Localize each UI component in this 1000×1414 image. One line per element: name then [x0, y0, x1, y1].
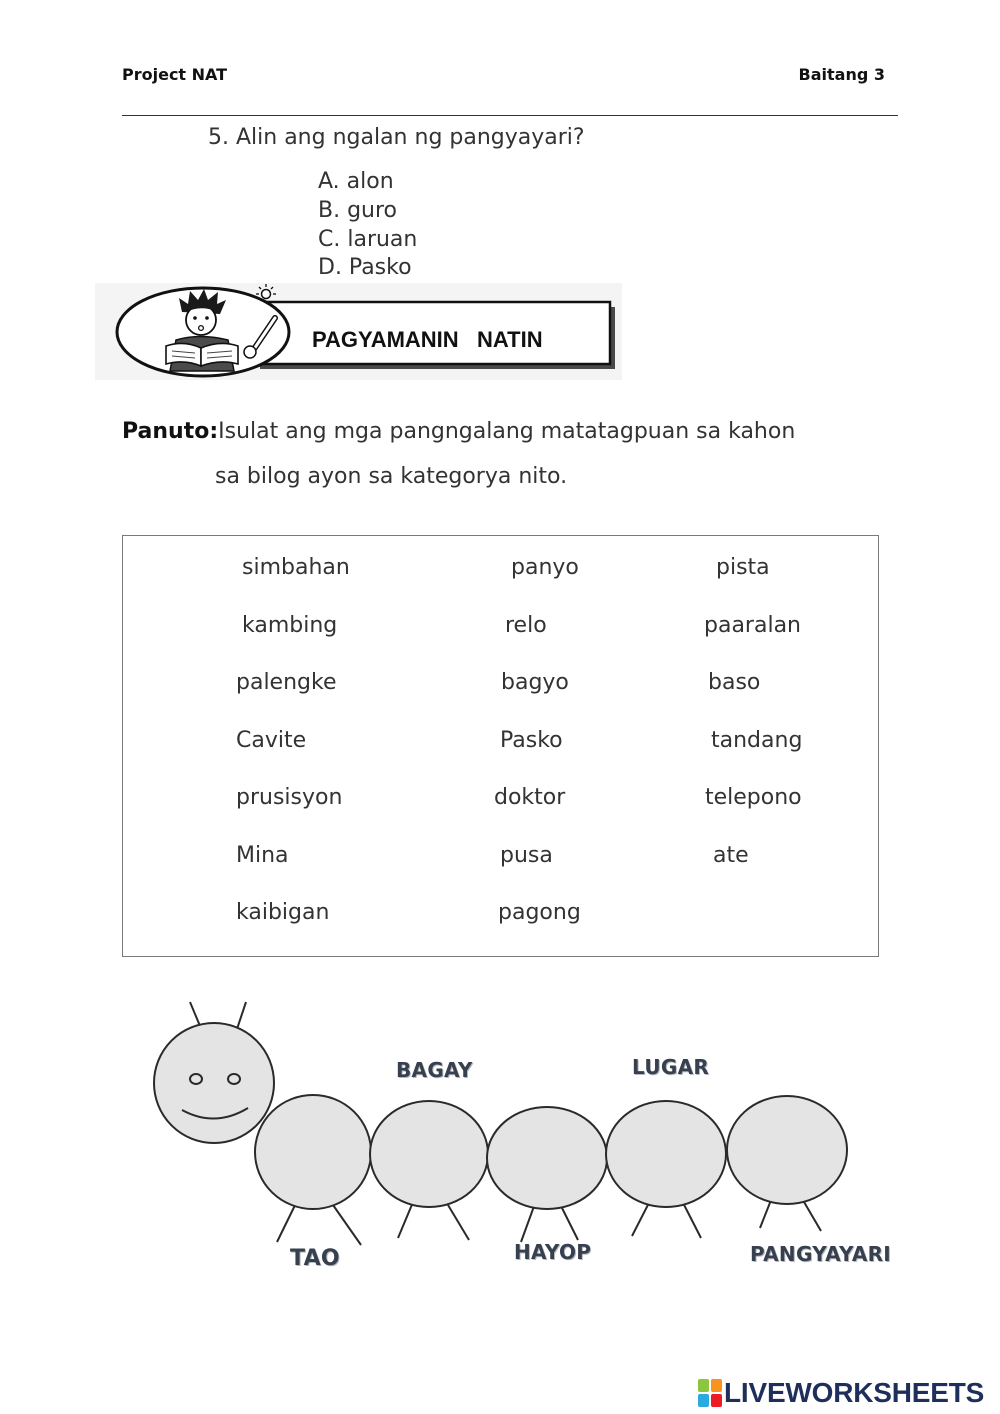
word-item: palengke — [236, 670, 337, 695]
word-item: relo — [505, 613, 547, 638]
word-item: baso — [708, 670, 761, 695]
body-segment-pangyayari — [727, 1096, 847, 1204]
option-c: C. laruan — [318, 227, 418, 252]
body-segment-bagay — [370, 1101, 488, 1207]
word-item: kambing — [242, 613, 338, 638]
header-project: Project NAT — [122, 65, 228, 84]
liveworksheets-logo-icon — [698, 1379, 722, 1407]
header-divider — [122, 115, 898, 116]
word-item: Pasko — [500, 728, 563, 753]
eye-left — [190, 1074, 202, 1084]
question-text: 5. Alin ang ngalan ng pangyayari? — [208, 125, 585, 150]
body-segment-lugar — [606, 1101, 726, 1207]
label-pangyayari: PANGYAYARI — [750, 1242, 892, 1266]
word-item: ate — [713, 843, 749, 868]
option-d: D. Pasko — [318, 255, 412, 280]
word-item: panyo — [511, 555, 579, 580]
word-item: tandang — [711, 728, 803, 753]
word-item: pista — [716, 555, 770, 580]
caterpillar-diagram — [154, 1002, 847, 1245]
instructions-line-2: sa bilog ayon sa kategorya nito. — [215, 464, 568, 489]
instructions-line-1 — [122, 419, 795, 445]
option-a: A. alon — [318, 169, 394, 194]
word-item: pagong — [498, 900, 581, 925]
word-item: doktor — [494, 785, 566, 810]
label-bagay: BAGAY — [396, 1058, 473, 1082]
word-item: telepono — [705, 785, 802, 810]
eye-right — [228, 1074, 240, 1084]
banner-title: PAGYAMANIN NATIN — [312, 327, 543, 352]
word-item: pusa — [500, 843, 553, 868]
body-segment-tao — [255, 1095, 371, 1209]
option-b: B. guro — [318, 198, 398, 223]
word-item: simbahan — [242, 555, 350, 580]
instructions-label: Panuto: — [122, 419, 219, 444]
word-item: bagyo — [501, 670, 569, 695]
word-item: prusisyon — [236, 785, 343, 810]
instructions-text: Isulat ang mga pangngalang matatagpuan sa kahon — [218, 419, 796, 444]
body-segment-hayop — [487, 1107, 607, 1209]
header-grade: Baitang 3 — [798, 65, 885, 84]
word-item: kaibigan — [236, 900, 330, 925]
caterpillar-head — [154, 1023, 274, 1143]
word-item: paaralan — [704, 613, 801, 638]
word-item: Cavite — [236, 728, 307, 753]
label-tao: TAO — [290, 1246, 340, 1271]
label-lugar: LUGAR — [632, 1055, 710, 1079]
liveworksheets-logo-text[interactable]: LIVEWORKSHEETS — [724, 1377, 985, 1408]
label-hayop: HAYOP — [514, 1240, 592, 1264]
word-item: Mina — [236, 843, 289, 868]
